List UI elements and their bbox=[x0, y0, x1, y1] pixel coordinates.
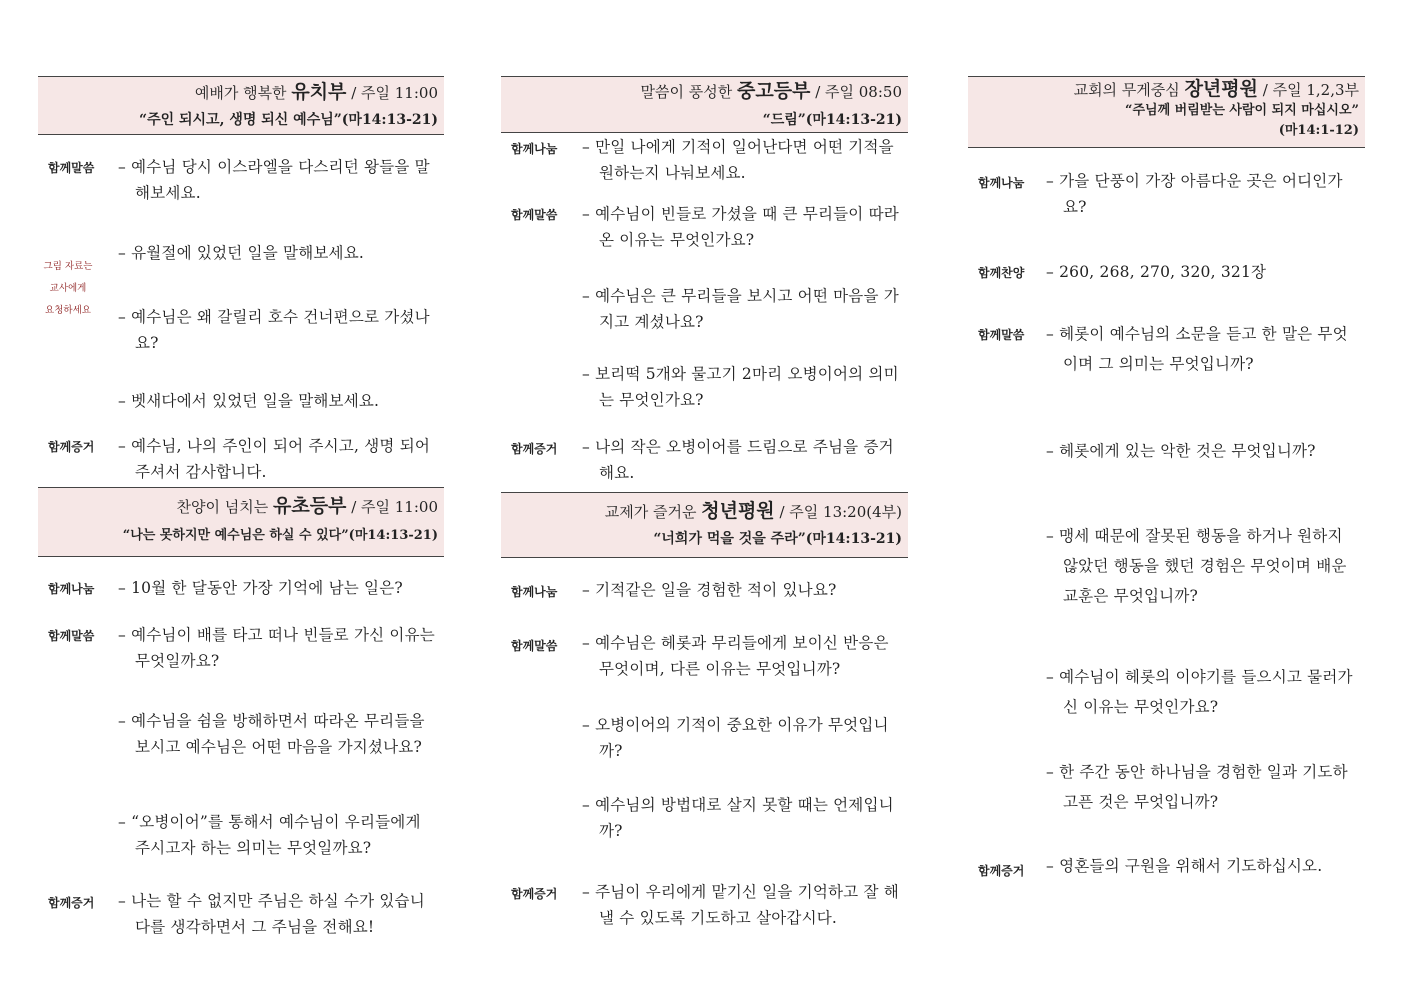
adult-title: 교회의 무게중심 장년평원 / 주일 1,2,3부 bbox=[1073, 78, 1359, 100]
column-left bbox=[38, 76, 444, 956]
youth-header bbox=[501, 76, 908, 133]
elementary-section-label: 함께말씀 bbox=[48, 629, 95, 643]
adult-item: – 헤롯에게 있는 악한 것은 무엇입니까? bbox=[1046, 442, 1316, 460]
elementary-item: – 예수님이 배를 타고 떠나 빈들로 가신 이유는 무엇일까요? bbox=[118, 626, 435, 670]
young-adult-item: – 오병이어의 기적이 중요한 이유가 무엇입니까? bbox=[582, 716, 889, 760]
young-adult-header bbox=[501, 492, 908, 558]
kinder-section-label: 함께말씀 bbox=[48, 161, 95, 175]
elementary-header bbox=[38, 487, 444, 557]
elementary-section-label: 함께나눔 bbox=[48, 582, 95, 596]
young-adult-item: – 주님이 우리에게 맡기신 일을 기억하고 잘 해낼 수 있도록 기도하고 살아갑시다. bbox=[582, 883, 899, 927]
column-middle bbox=[501, 76, 908, 956]
kinder-item: – 벳새다에서 있었던 일을 말해보세요. bbox=[118, 392, 380, 410]
adult-section-label: 함께증거 bbox=[978, 864, 1025, 878]
young-adult-dept-name: 청년평원 bbox=[701, 500, 775, 522]
kinder-dept-name: 유치부 bbox=[291, 81, 347, 103]
kinder-item: – 예수님은 왜 갈릴리 호수 건너편으로 가셨나요? bbox=[118, 308, 430, 352]
youth-item: – 나의 작은 오병이어를 드림으로 주님을 증거해요. bbox=[582, 438, 894, 482]
youth-section-label: 함께나눔 bbox=[511, 142, 558, 156]
youth-theme: “드림”(마14:13-21) bbox=[762, 112, 902, 128]
elementary-dept-name: 유초등부 bbox=[272, 495, 347, 517]
kinder-item: – 유월절에 있었던 일을 말해보세요. bbox=[118, 244, 365, 262]
adult-section-label: 함께찬양 bbox=[978, 266, 1025, 280]
elementary-item: – “오병이어”를 통해서 예수님이 우리들에게 주시고자 하는 의미는 무엇일까요? bbox=[118, 813, 421, 857]
youth-item: – 보리떡 5개와 물고기 2마리 오병이어의 의미는 무엇인가요? bbox=[582, 365, 899, 409]
elementary-theme: “나는 못하지만 예수님은 하실 수 있다”(마14:13-21) bbox=[122, 528, 438, 543]
young-adult-section-label: 함께말씀 bbox=[511, 639, 558, 653]
kinder-item: – 예수님, 나의 주인이 되어 주시고, 생명 되어 주셔서 감사합니다. bbox=[118, 437, 431, 481]
adult-theme-ref: (마14:1-12) bbox=[1278, 123, 1359, 138]
adult-item: – 맹세 때문에 잘못된 행동을 하거나 원하지 않았던 행동을 했던 경험은 무엇이며 배운 교훈은 무엇입니까? bbox=[1046, 527, 1347, 605]
adult-item: – 가을 단풍이 가장 아름다운 곳은 어디인가요? bbox=[1046, 172, 1343, 216]
young-adult-title: 교제가 즐거운 청년평원 / 주일 13:20(4부) bbox=[604, 500, 902, 522]
youth-item: – 만일 나에게 기적이 일어난다면 어떤 기적을 원하는지 나눠보세요. bbox=[582, 138, 894, 182]
youth-section-label: 함께증거 bbox=[511, 442, 558, 456]
adult-theme: “주님께 버림받는 사람이 되지 마십시오” bbox=[1125, 103, 1359, 118]
adult-item: – 예수님이 헤롯의 이야기를 들으시고 물러가신 이유는 무엇인가요? bbox=[1046, 668, 1353, 716]
adult-dept-name: 장년평원 bbox=[1184, 78, 1258, 100]
kinder-title: 예배가 행복한 유치부 / 주일 11:00 bbox=[194, 81, 438, 103]
elementary-title: 찬양이 넘치는 유초등부 / 주일 11:00 bbox=[176, 495, 438, 517]
young-adult-section-label: 함께나눔 bbox=[511, 585, 558, 599]
adult-item: – 헤롯이 예수님의 소문을 듣고 한 말은 무엇이며 그 의미는 무엇입니까? bbox=[1046, 325, 1348, 373]
youth-item: – 예수님은 큰 무리들을 보시고 어떤 마음을 가지고 계셨나요? bbox=[582, 287, 899, 331]
young-adult-section-label: 함께증거 bbox=[511, 887, 558, 901]
kinder-sidenote: 그림 자료는 교사에게 요청하세요 bbox=[43, 261, 93, 316]
column-right bbox=[968, 76, 1365, 956]
adult-item: – 260, 268, 270, 320, 321장 bbox=[1046, 263, 1267, 281]
adult-section-label: 함께말씀 bbox=[978, 328, 1025, 342]
adult-section-label: 함께나눔 bbox=[978, 176, 1025, 190]
kinder-header bbox=[38, 76, 444, 135]
young-adult-theme: “너희가 먹을 것을 주라”(마14:13-21) bbox=[653, 531, 902, 547]
kinder-theme: “주인 되시고, 생명 되신 예수님”(마14:13-21) bbox=[139, 112, 438, 128]
youth-section-label: 함께말씀 bbox=[511, 208, 558, 222]
elementary-item: – 나는 할 수 없지만 주님은 하실 수가 있습니다를 생각하면서 그 주님을 전해요! bbox=[118, 892, 425, 936]
elementary-section-label: 함께증거 bbox=[48, 896, 95, 910]
youth-title: 말씀이 풍성한 중고등부 / 주일 08:50 bbox=[640, 80, 902, 102]
elementary-item: – 10월 한 달동안 가장 기억에 남는 일은? bbox=[118, 579, 403, 597]
adult-item: – 영혼들의 구원을 위해서 기도하십시오. bbox=[1046, 857, 1323, 875]
elementary-item: – 예수님을 쉼을 방해하면서 따라온 무리들을 보시고 예수님은 어떤 마음을 가지셨나요? bbox=[118, 712, 425, 756]
adult-header bbox=[968, 76, 1365, 148]
young-adult-item: – 기적같은 일을 경험한 적이 있나요? bbox=[582, 581, 837, 599]
kinder-section-label: 함께증거 bbox=[48, 440, 95, 454]
youth-dept-name: 중고등부 bbox=[736, 80, 811, 102]
adult-item: – 한 주간 동안 하나님을 경험한 일과 기도하고픈 것은 무엇입니까? bbox=[1046, 763, 1348, 811]
young-adult-item: – 예수님의 방법대로 살지 못할 때는 언제입니까? bbox=[582, 796, 894, 840]
youth-item: – 예수님이 빈들로 가셨을 때 큰 무리들이 따라온 이유는 무엇인가요? bbox=[582, 205, 899, 249]
kinder-item: – 예수님 당시 이스라엘을 다스리던 왕들을 말해보세요. bbox=[118, 158, 430, 202]
young-adult-item: – 예수님은 헤롯과 무리들에게 보이신 반응은 무엇이며, 다른 이유는 무엇입니까? bbox=[582, 634, 889, 678]
